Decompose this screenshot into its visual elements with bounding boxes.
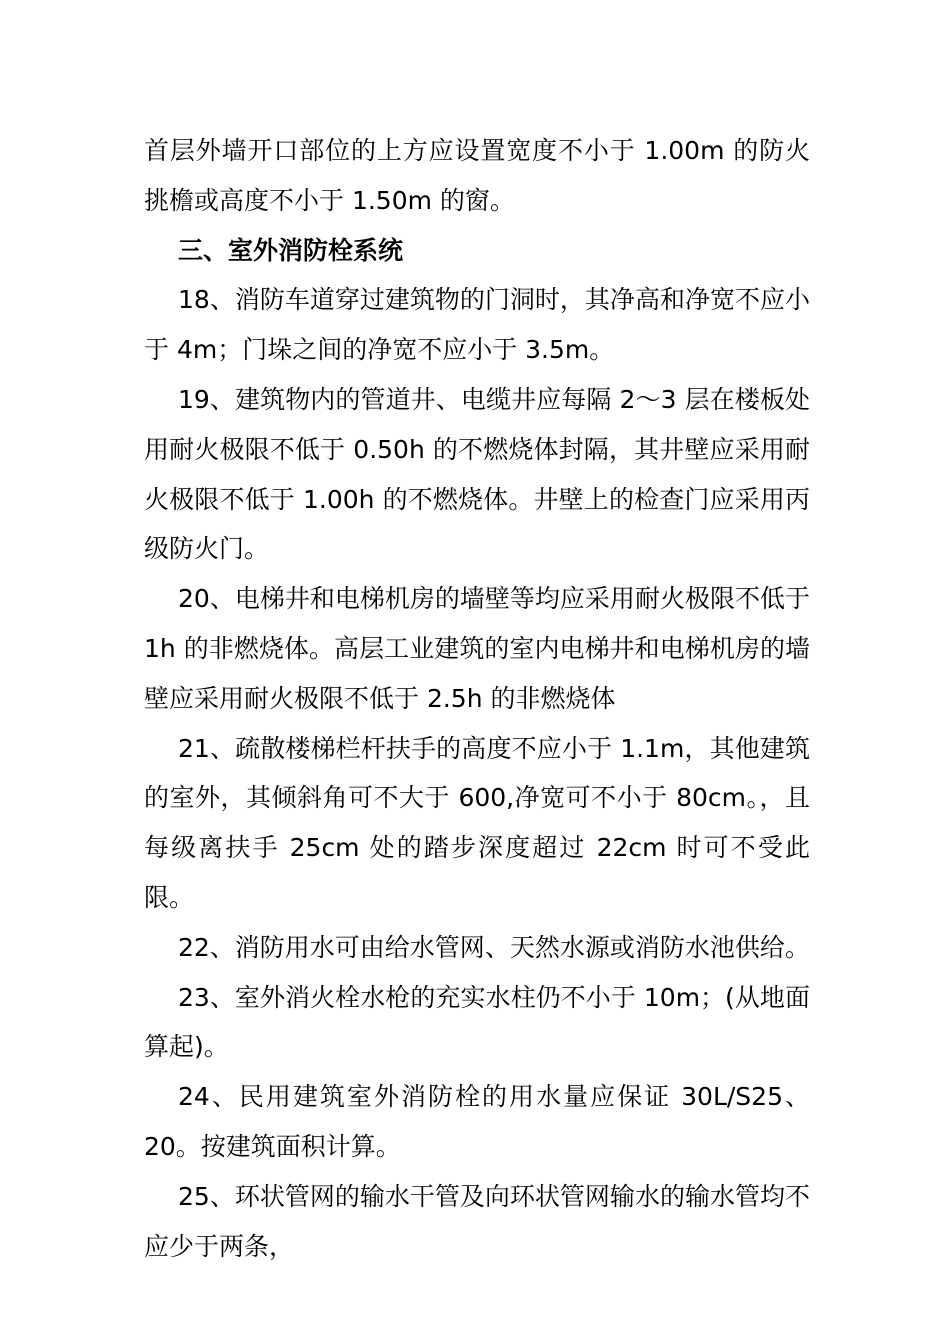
paragraph-item-25: 25、环状管网的输水干管及向环状管网输水的输水管均不应少于两条， [144,1181,810,1261]
paragraph-item-19: 19、建筑物内的管道井、电缆井应每隔 2～3 层在楼板处用耐火极限不低于 0.50h 的不燃烧体封隔，其井壁应采用耐火极限不低于 1.00h 的不燃烧体。井壁上的检查门应采用丙级防火门。 [144,384,810,564]
paragraph-item-23: 23、室外消火栓水枪的充实水柱仍不小于 10m；(从地面算起)。 [144,982,810,1062]
document-body [144,126,810,1271]
paragraph-item-21: 21、疏散楼梯栏杆扶手的高度不应小于 1.1m，其他建筑的室外，其倾斜角可不大于 600,净宽可不小于 80cm。，且每级离扶手 25cm 处的踏步深度超过 22cm 时可不受此限。 [144,733,810,912]
paragraph-continuation: 首层外墙开口部位的上方应设置宽度不小于 1.00m 的防火挑檐或高度不小于 1.50m 的窗。 [144,136,810,215]
paragraph-item-20: 20、电梯井和电梯机房的墙壁等均应采用耐火极限不低于 1h 的非燃烧体。高层工业建筑的室内电梯井和电梯机房的墙壁应采用耐火极限不低于 2.5h 的非燃烧体 [144,584,810,713]
section-heading: 三、室外消防栓系统 [178,235,404,265]
paragraph-item-22: 22、消防用水可由给水管网、天然水源或消防水池供给。 [178,932,810,962]
paragraph-item-18: 18、消防车道穿过建筑物的门洞时，其净高和净宽不应小于 4m；门垛之间的净宽不应小于 3.5m。 [144,285,810,365]
paragraph-item-24: 24、民用建筑室外消防栓的用水量应保证 30L/S25、20。按建筑面积计算。 [144,1082,810,1161]
